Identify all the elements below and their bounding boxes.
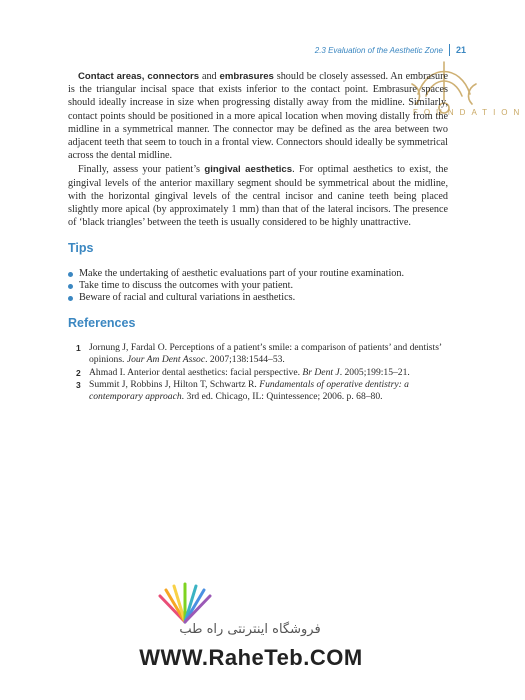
reference-text (89, 367, 448, 379)
bullet-icon (68, 284, 73, 289)
reference-number: 2 (76, 367, 81, 378)
reference-number: 3 (76, 379, 81, 390)
reference-journal: Jour Am Dent Assoc (126, 354, 206, 366)
paragraph-gingival (68, 163, 448, 229)
bullet-icon (68, 296, 73, 301)
tip-item (68, 280, 448, 292)
reference-citation: . 2005;199:15–21. (339, 366, 410, 378)
reference-journal: Br Dent J (302, 366, 340, 378)
tips-heading: Tips (68, 241, 94, 255)
references-heading: References (68, 316, 136, 330)
term-contact-areas: Contact areas, connectors (78, 71, 200, 82)
tip-text: Beware of racial and cultural variations in aesthetics. (79, 292, 296, 304)
tip-text: Make the undertaking of aesthetic evaluations part of your routine examination. (79, 268, 405, 279)
bullet-icon (68, 272, 73, 277)
tip-item (68, 292, 448, 304)
reference-item (76, 342, 448, 367)
tips-list (68, 268, 448, 305)
paragraph-gingival-intro: Finally, assess your patient’s (78, 164, 205, 176)
reference-citation: . 3rd ed. Chicago, IL: Quintessence; 2006. p. 68–80. (181, 391, 383, 403)
page-number: 21 (455, 45, 466, 55)
reference-authors: Summit J, Robbins J, Hilton T, Schwartz R. (89, 378, 260, 390)
paragraph-gingival-text: . For optimal aesthetics to exist, the gingival levels of the anterior maxillary segment should be symmetrical about the midline, with the horizontal gingival levels of the central incisor and canine teeth being placed slightly more apical (by approximately 1 mm) than that of the lateral incisors. The presence of ‘black triangles’ between the teeth is usually considered to be highly unattractive. (68, 164, 449, 229)
reference-number: 1 (76, 343, 81, 353)
paragraph-contact-areas (68, 70, 448, 162)
store-url[interactable]: WWW.RaheTeb.COM (139, 645, 363, 670)
reference-authors: Jornung J, Fardal O. Perceptions of a patient’s smile: a comparison of patients’ and dentists’ opinions. (89, 342, 442, 366)
reference-authors: Ahmad I. Anterior dental aesthetics: facial perspective. (89, 366, 303, 378)
paragraph-contact-areas-text: should be closely assessed. An embrasure is the triangular incisal space that exists inferior to the contact point. Embrasure spaces should ideally increase in size when progressing distally away from the midline. Similarly, contact points should be positioned in a more apical location when moving distally from the midline in a symmetrical manner. The connector may be defined as the area between two adjacent teeth that seem to touch in a frontal view. Connectors should ideally be symmetrical across the dental midline. (68, 71, 448, 162)
tip-text: Take time to discuss the outcomes with your patient. (79, 280, 294, 292)
text-and: and (199, 71, 220, 82)
watermark-logo-text: FOUNDATION (413, 108, 525, 117)
term-gingival-aesthetics: gingival aesthetics (204, 164, 293, 176)
body-text (68, 70, 448, 229)
store-name-persian: فروشگاه اینترنتی راه طب (179, 622, 321, 637)
references-list (76, 342, 448, 403)
reference-text (89, 379, 448, 404)
reference-book-title: Fundamentals of operative dentistry: a contemporary approach (89, 378, 409, 403)
tip-item (68, 268, 448, 280)
reference-item (76, 367, 448, 379)
term-embrasures: embrasures (219, 71, 274, 82)
running-title: 2.3 Evaluation of the Aesthetic Zone (314, 45, 443, 55)
reference-citation: . 2007;138:1544–53. (205, 354, 285, 366)
reference-text (89, 342, 448, 367)
reference-item (76, 379, 448, 404)
